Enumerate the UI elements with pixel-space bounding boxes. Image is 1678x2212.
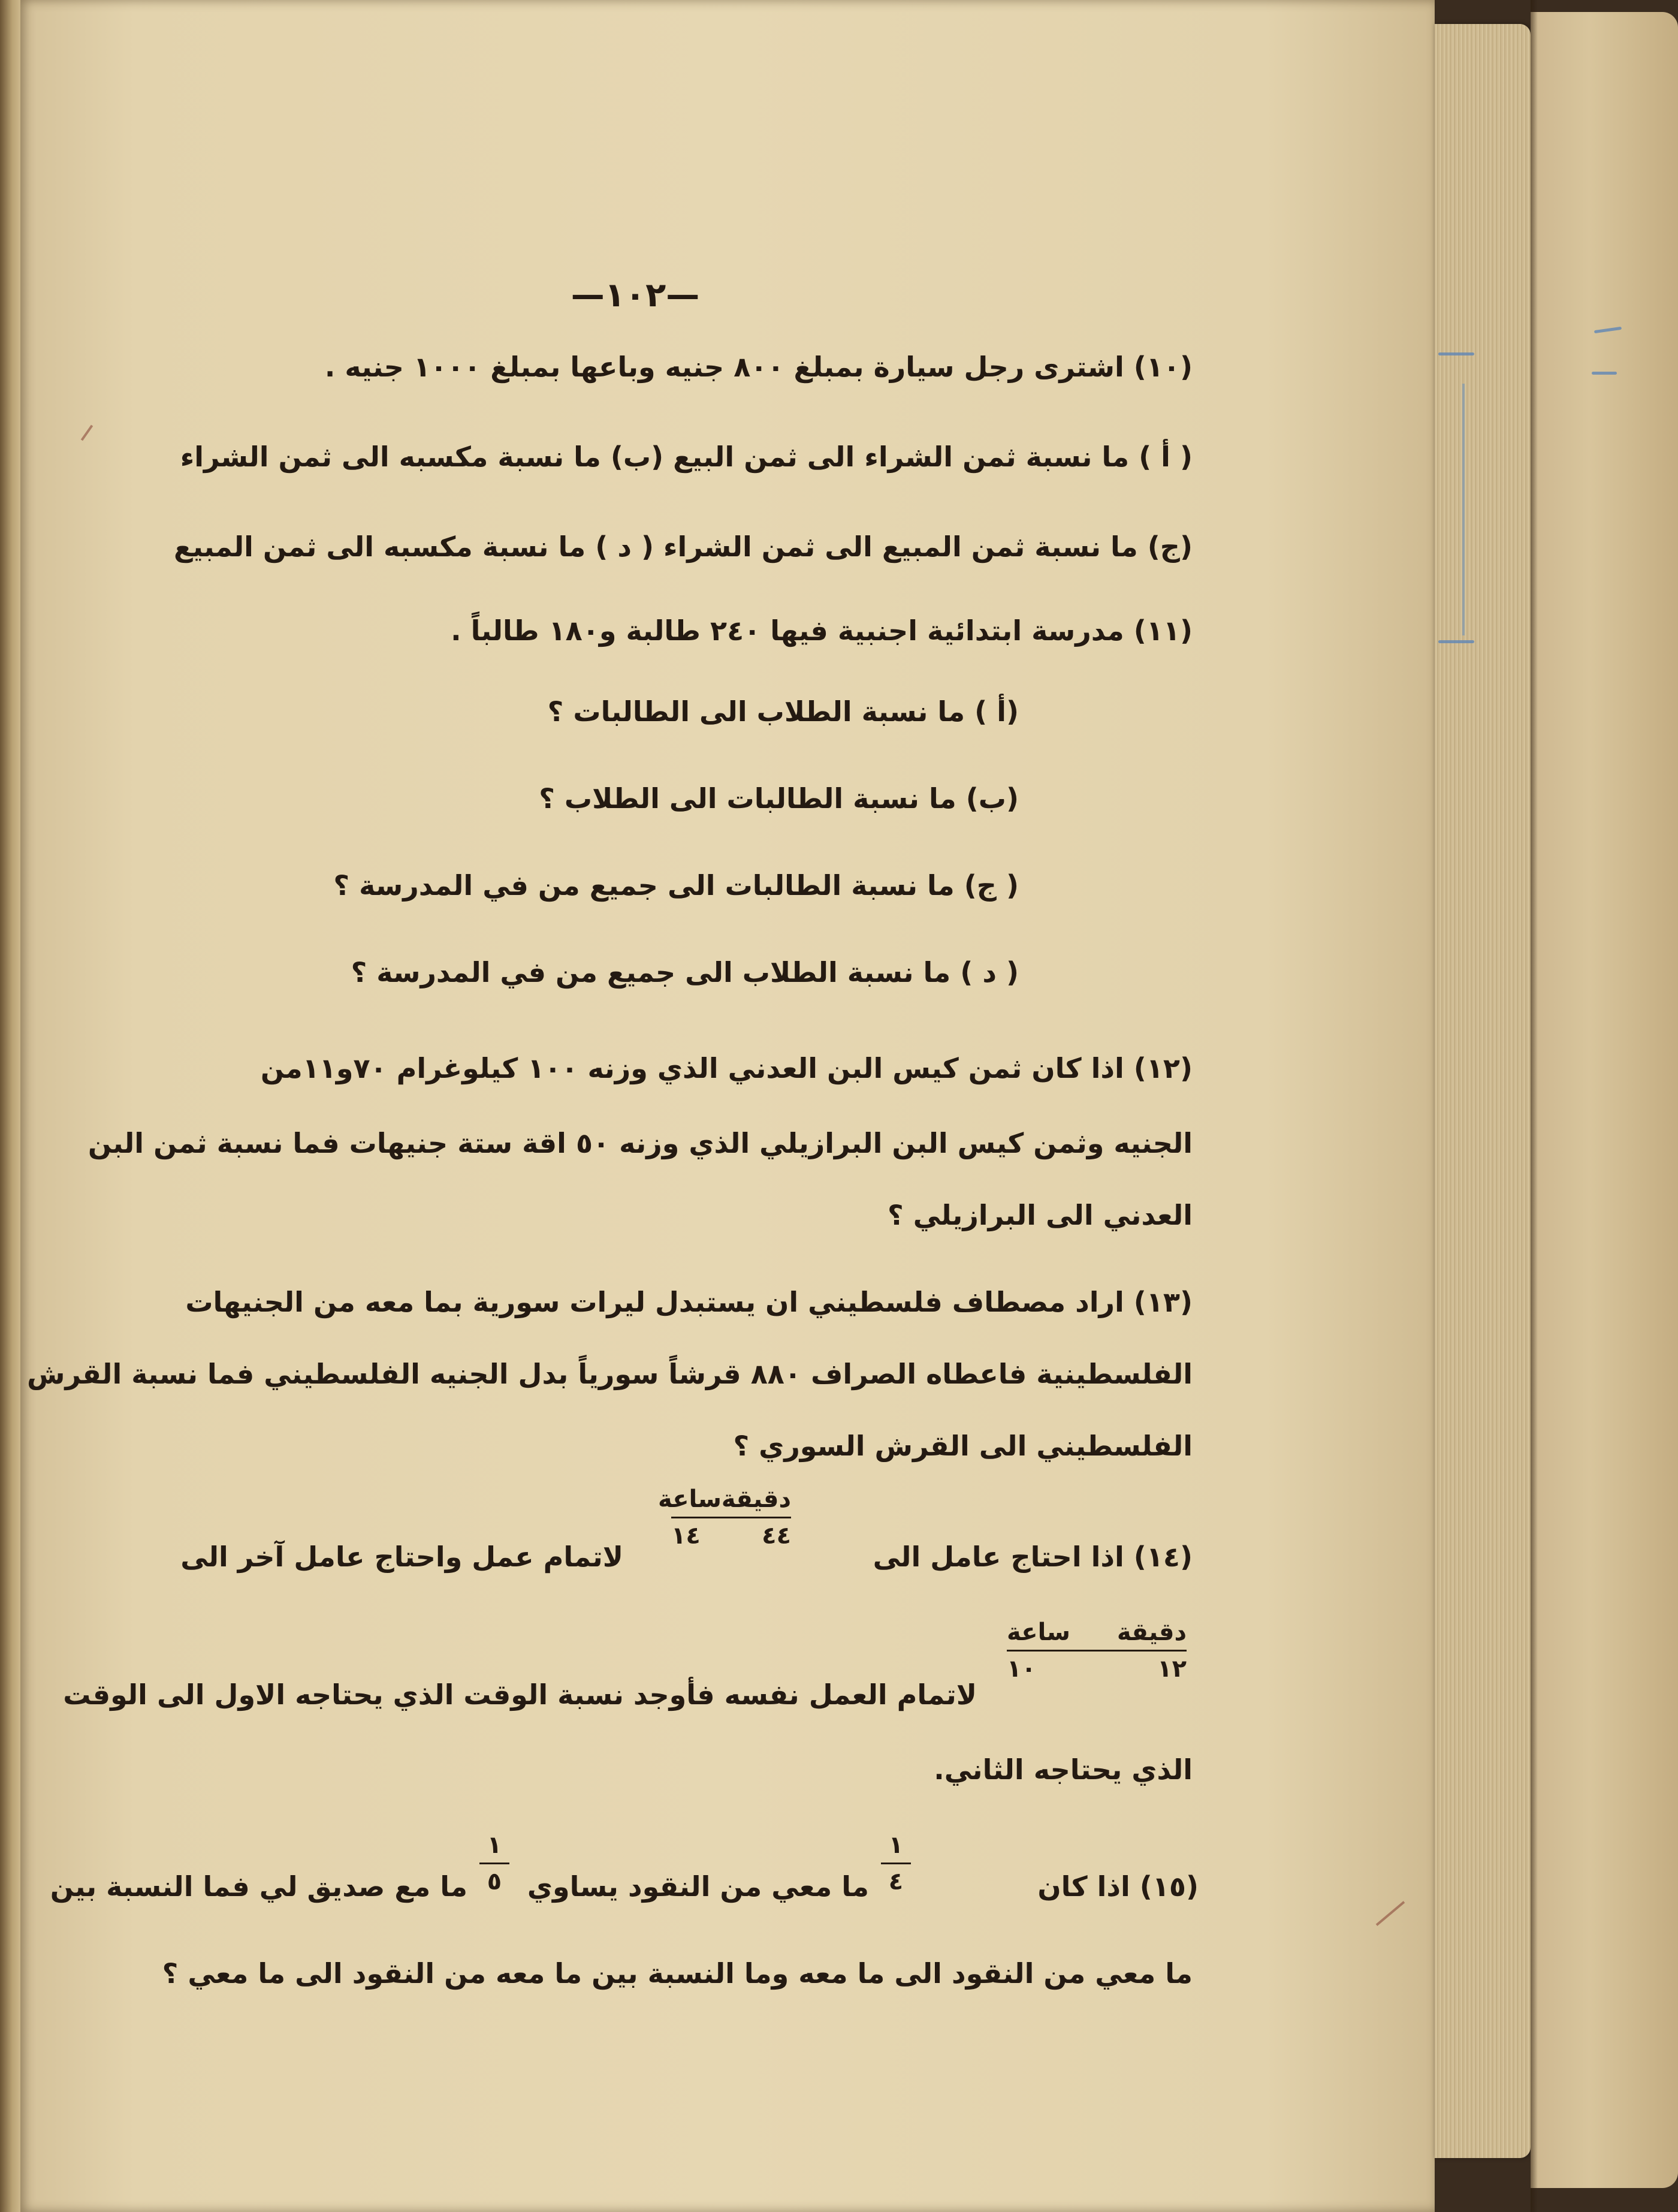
question-14-line-1b: لاتمام عمل واحتاج عامل آخر الى — [180, 1541, 623, 1573]
question-15-line-1c: ما مع صديق لي فما النسبة بين — [50, 1870, 467, 1903]
page-edges — [1435, 24, 1531, 2158]
minutes-value: ٤٤ — [762, 1522, 791, 1550]
question-11-b: (ب) ما نسبة الطالبات الى الطلاب ؟ — [539, 782, 1019, 815]
question-10: (١٠) اشترى رجل سيارة بمبلغ ٨٠٠ جنيه وباعها بمبلغ ١٠٠٠ جنيه . — [324, 351, 1193, 383]
question-10-options-cd: (ج) ما نسبة ثمن المبيع الى ثمن الشراء ( د ) ما نسبة مكسبه الى ثمن المبيع — [174, 531, 1193, 563]
numerator: ١ — [888, 1831, 904, 1859]
page-number: —١٠٢— — [571, 276, 700, 315]
question-15-line-2: ما معي من النقود الى ما معه وما النسبة بين ما معه من النقود الى ما معي ؟ — [162, 1957, 1193, 1990]
cover-shadow — [1531, 0, 1538, 2212]
minute-label: دقيقة — [721, 1485, 791, 1513]
book-cover — [1531, 12, 1678, 2188]
question-11-a: (أ ) ما نسبة الطلاب الى الطالبات ؟ — [547, 695, 1019, 728]
numerator: ١ — [487, 1831, 502, 1859]
q14-first-time-fraction — [657, 1485, 791, 1550]
question-14-line-1a: (١٤) اذا احتاج عامل الى — [873, 1541, 1193, 1573]
question-15-line-1b: ما معي من النقود يساوي — [527, 1870, 869, 1903]
question-12-line-1: (١٢) اذا كان ثمن كيس البن العدني الذي وزنه ١٠٠ كيلوغرام ٧٠و١١من — [260, 1052, 1193, 1084]
minutes-value: ١٢ — [1157, 1655, 1187, 1683]
question-12-line-3: العدني الى البرازيلي ؟ — [888, 1199, 1193, 1231]
question-14-line-2: لاتمام العمل نفسه فأوجد نسبة الوقت الذي يحتاجه الاول الى الوقت — [63, 1678, 977, 1711]
pencil-line — [1462, 384, 1465, 635]
question-11: (١١) مدرسة ابتدائية اجنبية فيها ٢٤٠ طالبة و١٨٠ طالباً . — [451, 614, 1193, 647]
q15-fifth-fraction — [479, 1831, 509, 1895]
hour-label: ساعة — [1007, 1619, 1070, 1646]
question-14-line-3: الذي يحتاجه الثاني. — [934, 1753, 1193, 1786]
facing-page-edge — [0, 0, 20, 2212]
question-13-line-1: (١٣) اراد مصطاف فلسطيني ان يستبدل ليرات سورية بما معه من الجنيهات — [185, 1286, 1193, 1318]
question-11-d: ( د ) ما نسبة الطلاب الى جميع من في المدرسة ؟ — [351, 956, 1019, 989]
question-13-line-3: الفلسطيني الى القرش السوري ؟ — [733, 1430, 1193, 1462]
denominator: ٥ — [487, 1868, 502, 1895]
question-11-c: ( ج) ما نسبة الطالبات الى جميع من في المدرسة ؟ — [333, 869, 1019, 902]
hour-label: ساعة — [657, 1485, 722, 1513]
question-12-line-2: الجنيه وثمن كيس البن البرازيلي الذي وزنه ٥٠ اقة ستة جنيهات فما نسبة ثمن البن — [87, 1127, 1193, 1159]
pencil-mark — [1438, 640, 1474, 643]
pencil-mark — [1438, 352, 1474, 355]
q15-quarter-fraction — [881, 1831, 911, 1895]
q14-second-time-fraction — [1007, 1619, 1187, 1683]
question-10-options-ab: ( أ ) ما نسبة ثمن الشراء الى ثمن البيع (ب) ما نسبة مكسبه الى ثمن الشراء — [180, 441, 1193, 473]
minute-label: دقيقة — [1116, 1619, 1187, 1646]
question-13-line-2: الفلسطينية فاعطاه الصراف ٨٨٠ قرشاً سورياً بدل الجنيه الفلسطيني فما نسبة القرش — [26, 1358, 1193, 1390]
denominator: ٤ — [888, 1868, 904, 1895]
hours-value: ١٠ — [1007, 1655, 1036, 1683]
pencil-mark — [1592, 372, 1617, 375]
hours-value: ١٤ — [671, 1522, 701, 1550]
question-15-line-1a: (١٥) اذا كان — [1037, 1870, 1199, 1903]
